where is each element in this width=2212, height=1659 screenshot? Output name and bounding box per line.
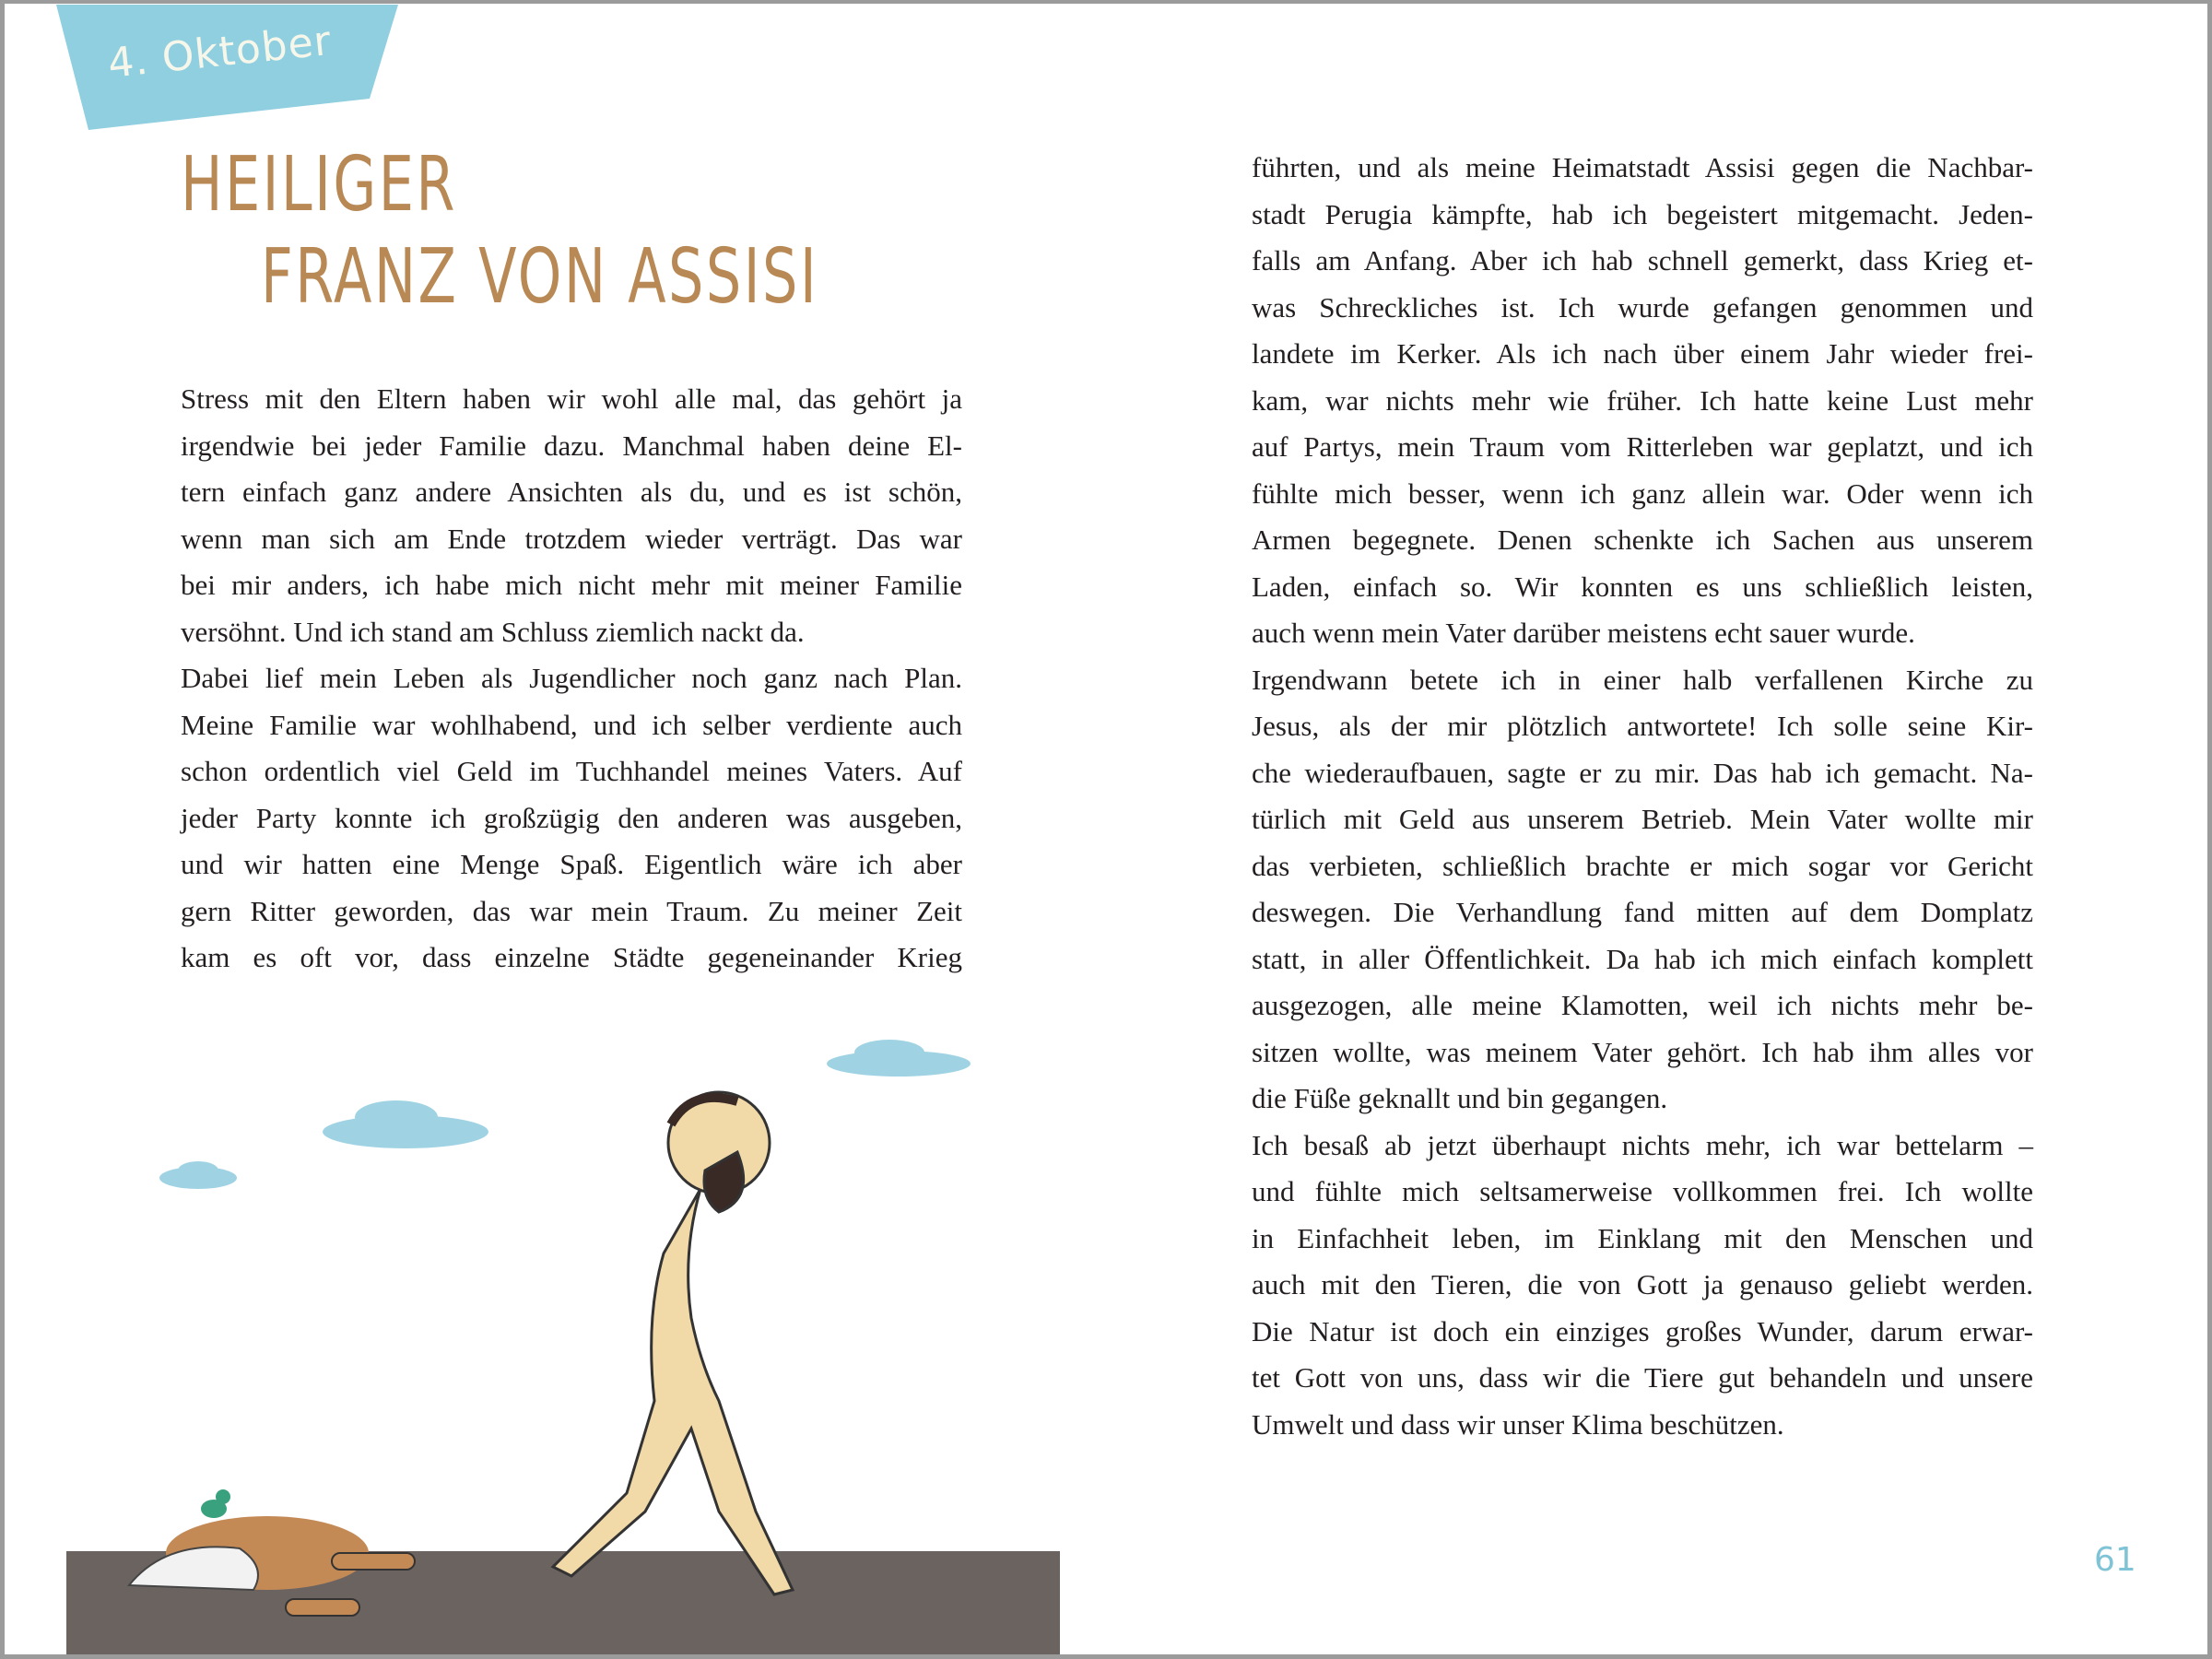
illustration-naked-saint-walking (55, 1014, 1069, 1659)
text-line: auch wenn mein Vater darüber meistens echt sauer wurde. (1252, 617, 1915, 649)
text-line: und wir hatten eine Menge Spaß. Eigentlich wäre ich aber (181, 848, 962, 880)
text-line: deswegen. Die Verhandlung fand mitten auf dem Domplatz (1252, 896, 2033, 928)
text-line: Stress mit den Eltern haben wir wohl alle mal, das gehört ja (181, 382, 962, 415)
page-number: 61 (2094, 1541, 2136, 1579)
text-line: wenn man sich am Ende trotzdem wieder verträgt. Das war (181, 522, 962, 555)
text-line: auch mit den Tieren, die von Gott ja genauso geliebt werden. (1252, 1268, 2033, 1300)
text-line: gern Ritter geworden, das war mein Traum. Zu meiner Zeit (181, 894, 962, 927)
text-line: Umwelt und dass wir unser Klima beschützen. (1252, 1407, 1784, 1441)
right-text-column (1252, 145, 2033, 1448)
text-line: tet Gott von uns, dass wir die Tiere gut behandeln und unsere (1252, 1361, 2033, 1394)
text-line: was Schreckliches ist. Ich wurde gefangen genommen und (1252, 290, 2033, 324)
text-line: in Einfachheit leben, im Einklang mit den Menschen und (1252, 1221, 2033, 1254)
text-line: Ich besaß ab jetzt überhaupt nichts mehr, ich war bettelarm – (1252, 1128, 2033, 1161)
cloud-icon (159, 1161, 237, 1189)
text-line: kam es oft vor, dass einzelne Städte gegeneinander Krieg (181, 941, 962, 973)
text-line: Meine Familie war wohlhabend, und ich selber verdiente auch (181, 708, 962, 741)
text-line: irgendwie bei jeder Familie dazu. Manchmal haben deine El- (181, 429, 962, 462)
text-line: Jesus, als der mir plötzlich antwortete! Ich solle seine Kir- (1252, 710, 2033, 742)
text-line: jeder Party konnte ich großzügig den anderen was ausgeben, (181, 801, 962, 834)
text-line: fühlte mich besser, wenn ich ganz allein war. Oder wenn ich (1252, 477, 2033, 510)
cloud-icon (323, 1100, 488, 1148)
text-line: kam, war nichts mehr wie früher. Ich hatte keine Lust mehr (1252, 383, 2033, 417)
text-line: türlich mit Geld aus unserem Betrieb. Mein Vater wollte mir (1252, 803, 2033, 835)
text-line: versöhnt. Und ich stand am Schluss ziemlich nackt da. (181, 615, 805, 648)
text-line: auf Partys, mein Traum vom Ritterleben war geplatzt, und ich (1252, 430, 2033, 463)
text-line: Armen begegnete. Denen schenkte ich Sachen aus unserem (1252, 524, 2033, 556)
text-line: schon ordentlich viel Geld im Tuchhandel meines Vaters. Auf (181, 755, 962, 787)
text-line: ausgezogen, alle meine Klamotten, weil ich nichts mehr be- (1252, 989, 2033, 1021)
date-label: 4. Oktober (105, 17, 335, 88)
text-line: stadt Perugia kämpfte, hab ich begeistert mitgemacht. Jeden- (1252, 197, 2033, 230)
text-line: statt, in aller Öffentlichkeit. Da hab ich mich einfach komplett (1252, 942, 2033, 975)
text-line: che wiederaufbauen, sagte er zu mir. Das hab ich gemacht. Na- (1252, 756, 2033, 789)
page-title-line2: FRANZ VON ASSISI (261, 233, 819, 321)
text-line: Dabei lief mein Leben als Jugendlicher noch ganz nach Plan. (181, 662, 962, 694)
text-line: und fühlte mich seltsamerweise vollkommen frei. Ich wollte (1252, 1175, 2033, 1207)
saint-figure (553, 1092, 793, 1594)
text-line: tern einfach ganz andere Ansichten als du, und es ist schön, (181, 476, 962, 508)
text-line: Laden, einfach so. Wir konnten es uns schließlich leisten, (1252, 570, 2033, 603)
text-line: das verbieten, schließlich brachte er mich sogar vor Gericht (1252, 849, 2033, 882)
left-text-column (181, 376, 962, 982)
cloud-icon (827, 1040, 971, 1077)
text-line: die Füße geknallt und bin gegangen. (1252, 1082, 1668, 1114)
text-line: sitzen wollte, was meinem Vater gehört. Ich hab ihm alles vor (1252, 1035, 2033, 1068)
bird-icon (201, 1489, 230, 1518)
text-line: bei mir anders, ich habe mich nicht mehr mit meiner Familie (181, 569, 962, 601)
text-line: Irgendwann betete ich in einer halb verfallenen Kirche zu (1252, 663, 2033, 696)
page-title-line1: HEILIGER (181, 141, 457, 229)
text-line: landete im Kerker. Als ich nach über einem Jahr wieder frei- (1252, 337, 2033, 370)
text-line: Die Natur ist doch ein einziges großes Wunder, darum erwar- (1252, 1314, 2033, 1347)
text-line: führten, und als meine Heimatstadt Assisi gegen die Nachbar- (1252, 151, 2033, 183)
text-line: falls am Anfang. Aber ich hab schnell gemerkt, dass Krieg et- (1252, 244, 2033, 276)
